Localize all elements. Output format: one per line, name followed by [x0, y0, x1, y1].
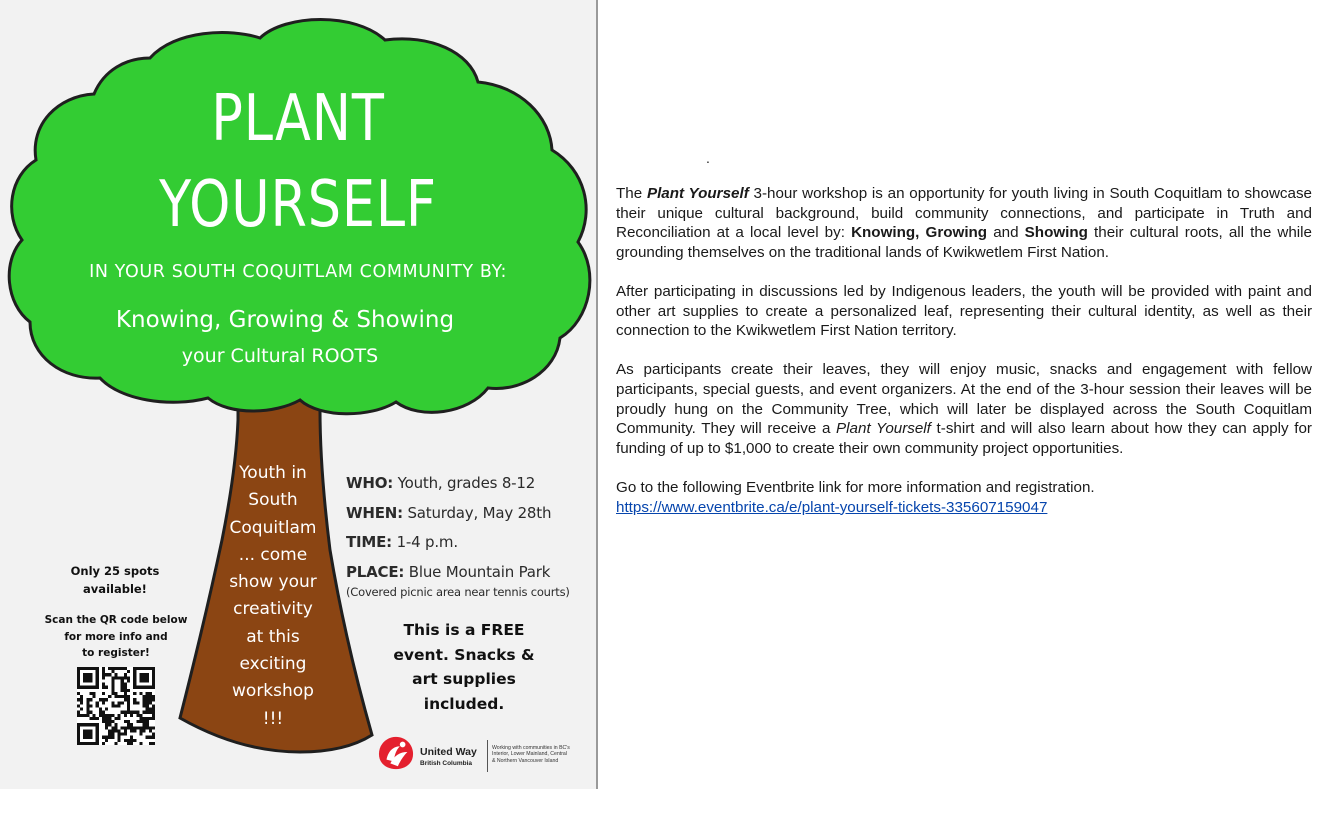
youth-line: ... come [238, 544, 308, 565]
spots-line: available! [83, 582, 147, 596]
poster-subtitle: IN YOUR SOUTH COQUITLAM COMMUNITY BY: [89, 262, 507, 282]
tagline-line: & Northern Vancouver Island [492, 757, 559, 764]
text-run: and [987, 224, 1025, 242]
detail-value: Saturday, May 28th [402, 503, 552, 522]
detail-value: 1-4 p.m. [392, 533, 458, 551]
youth-line: !!! [262, 708, 284, 729]
text-run: t-shirt and will also learn about how they can apply for funding of up to $1,000 to create their own community project opportunities. [616, 420, 1312, 457]
youth-line: exciting [239, 654, 307, 675]
detail-value: Youth, grades 8-12 [393, 474, 536, 492]
detail-value: Blue Mountain Park [404, 562, 551, 581]
detail-time [346, 533, 596, 563]
text-run: The [616, 185, 647, 202]
united-way-region: British Columbia [420, 760, 473, 767]
text-run: As participants create their leaves, they will enjoy music, snacks and engagement with fellow participants, special guests, and event organizers. At the end of the 3-hour session their leaves will be proudly hung on the Community Tree, which will later be displayed across the South Coquitlam Community. They will receive a [616, 361, 1312, 438]
youth-line: creativity [233, 599, 313, 620]
logo-divider [487, 740, 488, 772]
stray-dot: . [706, 150, 710, 166]
tagline-line: Interior, Lower Mainland, Central [492, 751, 567, 758]
text-run: 3-hour workshop is an opportunity for youth living in South Coquitlam to showcase their unique cultural background, build community connections, and participate in Truth and Reconciliation at a local level by: [616, 185, 1313, 242]
poster-edge-divider [596, 0, 598, 789]
event-name-emphasis: Plant Yourself [646, 185, 749, 202]
detail-label: TIME: [346, 533, 392, 551]
spots-line: Only 25 spots [70, 564, 160, 578]
scan-line: to register! [82, 647, 150, 659]
youth-line: at this [246, 626, 300, 647]
detail-label: WHO: [346, 474, 394, 492]
poster-roots-line2: your Cultural ROOTS [181, 345, 379, 367]
description-paragraph-1 [616, 184, 1312, 262]
free-line: included. [423, 694, 505, 713]
event-details [346, 474, 596, 599]
event-name-italic: Plant Yourself [836, 420, 931, 438]
showing-emphasis: Showing [1024, 224, 1088, 242]
scan-line: Scan the QR code below [44, 614, 188, 626]
united-way-tagline [492, 745, 596, 764]
eventbrite-link[interactable]: https://www.eventbrite.ca/e/plant-yourself-tickets-335607159047 [616, 498, 1048, 516]
poster-title-line1: PLANT [211, 82, 385, 156]
text-run: their cultural roots, all the while grounding themselves on the traditional lands of Kwikwetlem First Nation. [616, 224, 1312, 261]
tagline-line: Working with communities in BC's [492, 745, 570, 751]
event-poster [0, 0, 596, 789]
youth-invitation [218, 460, 328, 733]
place-note: (Covered picnic area near tennis courts) [346, 585, 570, 599]
detail-when [346, 504, 596, 534]
free-line: event. Snacks & [393, 645, 535, 664]
registration-paragraph [616, 478, 1312, 517]
qr-code[interactable] [77, 667, 155, 745]
united-way-name: United Way [420, 746, 477, 758]
detail-label: WHEN: [346, 503, 403, 522]
scan-qr-note [44, 612, 188, 662]
poster-title-line2: YOURSELF [159, 168, 437, 242]
knowing-growing-emphasis: Knowing, Growing [851, 224, 988, 242]
youth-line: show your [229, 572, 317, 593]
youth-line: South [248, 490, 298, 511]
description-paragraph-2: After participating in discussions led by Indigenous leaders, the youth will be provided with paint and other art supplies to create a personalized leaf, representing their cultural identity, as well as their connection to the Kwikwetlem First Nation territory. [616, 282, 1312, 340]
free-event-note [388, 618, 540, 716]
free-line: art supplies [412, 670, 516, 689]
poster-roots-line1: Knowing, Growing & Showing [115, 307, 455, 333]
event-description [616, 150, 1312, 517]
youth-line: Coquitlam [229, 517, 317, 538]
free-line: This is a FREE [403, 621, 525, 639]
registration-text: Go to the following Eventbrite link for more information and registration. [616, 478, 1095, 496]
spots-available-note [48, 562, 182, 598]
scan-line: for more info and [64, 630, 168, 643]
detail-label: PLACE: [346, 562, 405, 581]
detail-who [346, 474, 596, 504]
united-way-logo-icon [377, 735, 415, 771]
youth-line: Youth in [239, 463, 307, 483]
youth-line: workshop [232, 681, 314, 702]
description-paragraph-3 [616, 360, 1312, 458]
